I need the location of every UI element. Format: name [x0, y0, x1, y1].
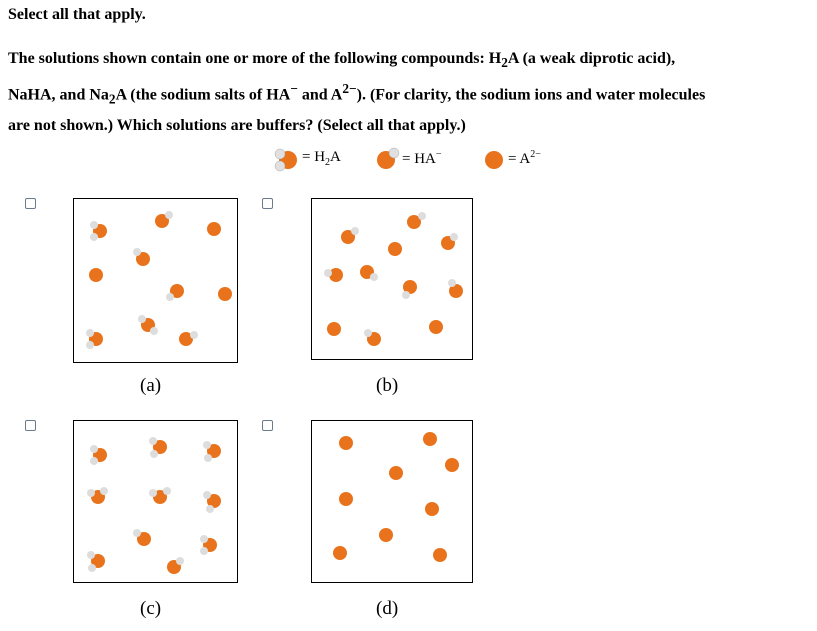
a-ion-icon — [327, 322, 341, 336]
ha-molecule-icon — [360, 265, 378, 281]
solution-d-molecules — [312, 421, 474, 584]
ha-molecule-icon — [341, 227, 359, 244]
ha-molecule-icon — [407, 212, 426, 229]
ha-molecule-icon — [364, 329, 381, 346]
h2a-molecule-icon — [86, 329, 103, 349]
ha-molecule-icon — [155, 211, 173, 228]
option-label-c: (c) — [140, 598, 162, 619]
solution-b-molecules — [312, 199, 474, 361]
a-ion-icon — [388, 242, 402, 256]
a-ion-icon — [480, 146, 510, 172]
h2a-molecule-icon — [90, 221, 107, 241]
option-label-a: (a) — [140, 375, 162, 396]
h2a-molecule-icon — [203, 491, 221, 513]
h2a-molecule-icon — [149, 437, 167, 458]
h2a-molecule-icon — [90, 445, 107, 465]
a-ion-icon — [339, 492, 353, 506]
ha-molecule-icon — [167, 557, 184, 574]
legend-h2a-label: = $H_2A$ — [302, 149, 341, 168]
a-ion-icon — [218, 287, 232, 301]
ha-molecule-icon — [166, 284, 184, 301]
legend-a-label: = $A^{2-}$ — [508, 149, 541, 167]
a-ion-icon — [333, 546, 347, 560]
ha-molecule-icon — [133, 529, 151, 546]
ha-molecule-icon — [448, 279, 463, 298]
checkbox-option-c[interactable] — [25, 420, 36, 431]
solution-box-a — [73, 198, 238, 363]
a-ion-icon — [339, 436, 353, 450]
checkbox-option-a[interactable] — [25, 198, 36, 209]
a-ion-icon — [429, 320, 443, 334]
h2a-molecule-icon — [87, 551, 105, 572]
ha-molecule-icon — [324, 268, 343, 282]
h2a-molecule-icon — [138, 315, 158, 335]
a-ion-icon — [379, 528, 393, 542]
ha-molecule-icon — [441, 233, 458, 250]
question-text: The solutions shown contain one or more of the following compounds: $H_2A$ (a weak diprotic acid), NaHA, and $Na_2A$ (the sodium salts of HA− and $A^{2-}$). (For clarity, the sodium ions and water molecules are not shown.) Which solutions are buffers? (Select all that apply.) — [8, 50, 706, 134]
a-ion-icon — [425, 502, 439, 516]
option-label-b: (b) — [376, 375, 399, 396]
solution-box-b — [311, 198, 473, 360]
checkbox-option-b[interactable] — [262, 198, 273, 209]
ha-molecule-icon — [179, 331, 198, 346]
ha-molecule-icon — [133, 248, 150, 266]
a-ion-icon — [445, 458, 459, 472]
legend-ha-label: = HA− — [402, 149, 442, 167]
h2a-molecule-icon — [200, 535, 217, 555]
option-label-d: (d) — [376, 598, 399, 619]
h2a-molecule-icon — [203, 441, 221, 462]
solution-box-d — [311, 420, 473, 583]
a-ion-icon — [207, 222, 221, 236]
a-ion-icon — [423, 432, 437, 446]
ha-molecule-icon — [372, 146, 402, 172]
instruction-heading: Select all that apply. — [8, 6, 146, 23]
solution-a-molecules — [74, 199, 239, 364]
h2a-molecule-icon — [272, 146, 302, 172]
a-ion-icon — [89, 268, 103, 282]
solution-c-molecules — [74, 421, 239, 584]
h2a-molecule-icon — [149, 487, 171, 504]
h2a-molecule-icon — [87, 487, 108, 504]
a-ion-icon — [433, 548, 447, 562]
ha-molecule-icon — [402, 280, 417, 299]
solution-box-c — [73, 420, 238, 583]
a-ion-icon — [389, 466, 403, 480]
checkbox-option-d[interactable] — [262, 420, 273, 431]
